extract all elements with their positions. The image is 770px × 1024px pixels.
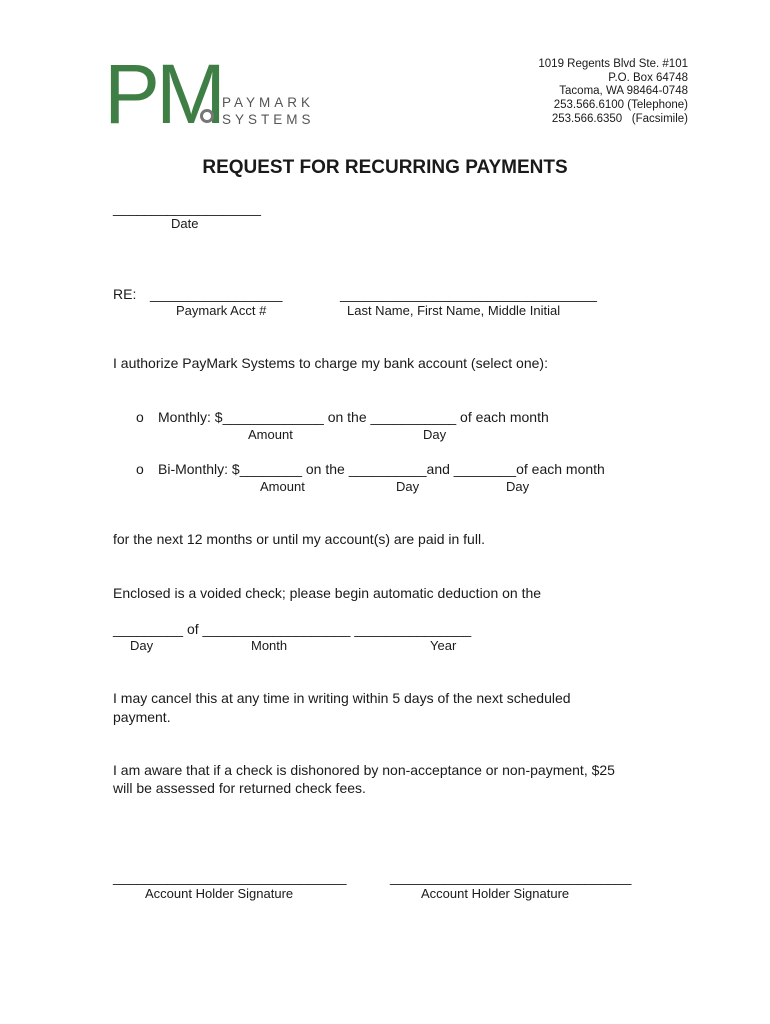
cancel-text-line2: payment. bbox=[113, 709, 171, 725]
date-label: Date bbox=[171, 216, 199, 231]
bimonthly-amount-label: Amount bbox=[260, 479, 305, 494]
logo-mark: PM bbox=[104, 47, 222, 141]
logo-ring-icon bbox=[200, 109, 214, 123]
page-title: REQUEST FOR RECURRING PAYMENTS bbox=[202, 157, 568, 178]
radio-bullet-monthly[interactable]: o bbox=[136, 409, 144, 425]
address-line: 253.566.6100 (Telephone) bbox=[553, 99, 688, 112]
start-day-label: Day bbox=[130, 638, 154, 653]
address-line: Tacoma, WA 98464-0748 bbox=[559, 85, 688, 98]
start-month-label: Month bbox=[251, 638, 288, 653]
aware-text-line2: will be assessed for returned check fees. bbox=[113, 780, 366, 796]
bimonthly-day2-label: Day bbox=[506, 479, 530, 494]
aware-text-line1: I am aware that if a check is dishonored by non-acceptance or non-payment, $25 bbox=[113, 762, 615, 778]
bimonthly-day1-label: Day bbox=[396, 479, 420, 494]
start-year-label: Year bbox=[430, 638, 457, 653]
start-date-line[interactable]: _________ of ___________________ _______________ bbox=[113, 621, 472, 637]
authorize-text: I authorize PayMark Systems to charge my bank account (select one): bbox=[113, 355, 548, 371]
address-line: P.O. Box 64748 bbox=[608, 71, 688, 84]
monthly-amount-label: Amount bbox=[248, 427, 293, 442]
name-label: Last Name, First Name, Middle Initial bbox=[347, 303, 561, 318]
logo-name-line2: SYSTEMS bbox=[222, 112, 315, 127]
signature-label-2: Account Holder Signature bbox=[421, 886, 570, 901]
monthly-day-label: Day bbox=[423, 427, 447, 442]
next-months-text: for the next 12 months or until my account(s) are paid in full. bbox=[113, 531, 485, 547]
cancel-text-line1: I may cancel this at any time in writing within 5 days of the next scheduled bbox=[113, 690, 571, 706]
date-line[interactable]: ___________________ bbox=[113, 200, 261, 216]
name-line[interactable]: _________________________________ bbox=[340, 286, 597, 302]
radio-bullet-bimonthly[interactable]: o bbox=[136, 461, 144, 477]
signature-line-1[interactable]: ______________________________ bbox=[113, 869, 347, 885]
address-line: 1019 Regents Blvd Ste. #101 bbox=[538, 58, 688, 70]
company-address bbox=[538, 58, 688, 127]
re-prefix: RE: bbox=[113, 286, 137, 302]
signature-label-1: Account Holder Signature bbox=[145, 886, 294, 901]
address-line: 253.566.6350 (Facsimile) bbox=[551, 112, 688, 125]
enclosed-text: Enclosed is a voided check; please begin automatic deduction on the bbox=[113, 585, 542, 601]
signature-line-2[interactable]: _______________________________ bbox=[390, 869, 632, 885]
bimonthly-option-text: Bi-Monthly: $________ on the __________and ________of each month bbox=[158, 461, 605, 477]
logo-name-line1: PAYMARK bbox=[222, 95, 315, 110]
account-number-label: Paymark Acct # bbox=[176, 303, 267, 318]
monthly-option-text: Monthly: $_____________ on the ___________ of each month bbox=[158, 409, 549, 425]
account-number-line[interactable]: _________________ bbox=[150, 286, 283, 302]
